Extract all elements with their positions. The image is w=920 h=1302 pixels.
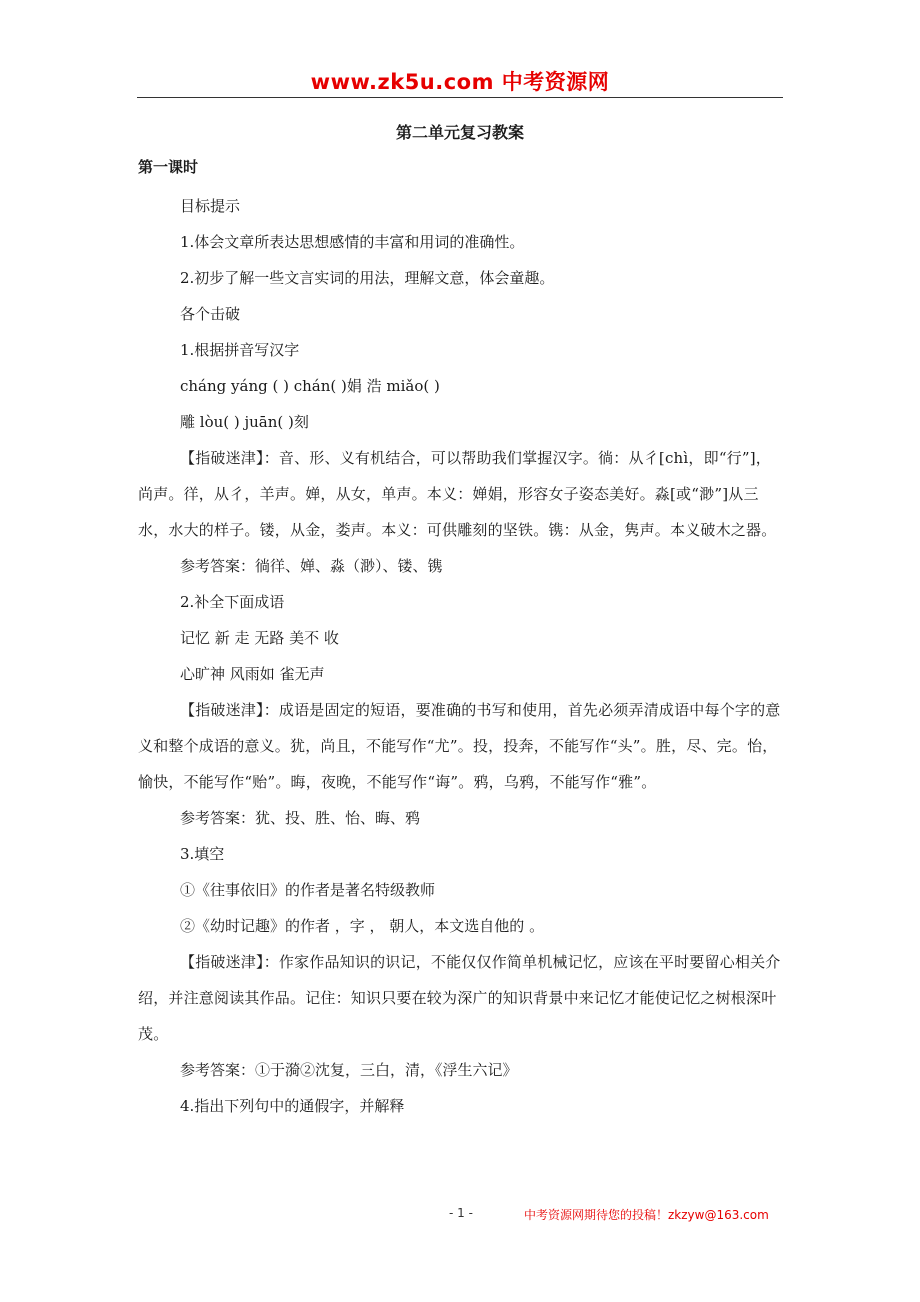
page-number: - 1 - [449, 1206, 473, 1220]
paragraph: 3.填空 [180, 845, 225, 863]
paragraph: cháng yáng ( ) chán( )娟 浩 miǎo( ) [180, 377, 440, 395]
paragraph: 参考答案：①于漪②沈复，三白，清，《浮生六记》 [180, 1061, 518, 1079]
paragraph: 【指破迷津】：作家作品知识的识记，不能仅仅作简单机械记忆，应该在平时要留心相关介绍，并注意阅读其作品。记住：知识只要在较为深广的知识背景中来记忆才能使记忆之树根深叶茂。 [138, 953, 781, 1043]
paragraph: 各个击破 [180, 305, 241, 323]
paragraph: 记忆 新 走 无路 美不 收 [180, 629, 339, 647]
header-divider [137, 97, 783, 98]
section-title: 第一课时 [138, 158, 199, 176]
paragraph: 4.指出下列句中的通假字，并解释 [180, 1097, 405, 1115]
paragraph: ①《往事依旧》的作者是著名特级教师 [180, 881, 436, 899]
document-title: 第二单元复习教案 [395, 123, 524, 142]
footer-note: 中考资源网期待您的投稿！zkzyw@163.com [524, 1208, 769, 1222]
paragraph: 目标提示 [180, 197, 241, 215]
paragraph: 雕 lòu( ) juān( )刻 [180, 413, 309, 431]
paragraph: 参考答案：徜徉、婵、淼（渺）、镂、镌 [180, 557, 443, 575]
paragraph: 1.根据拼音写汉字 [180, 341, 300, 359]
paragraph: 2.补全下面成语 [180, 593, 285, 611]
paragraph: 1.体会文章所表达思想感情的丰富和用词的准确性。 [180, 233, 525, 251]
paragraph: 【指破迷津】：音、形、义有机结合，可以帮助我们掌握汉字。徜：从彳[chì，即“行”]，尚声。徉，从彳，羊声。婵，从女，单声。本义：婵娟，形容女子姿态美好。淼[或“渺”]从三水，水大的样子。镂，从金，娄声。本义：可供雕刻的坚铁。镌：从金，隽声。本义破木之器。 [138, 449, 777, 539]
paragraph: 心旷神 风雨如 雀无声 [180, 665, 325, 683]
document-body [138, 188, 784, 1124]
paragraph: 参考答案：犹、投、胜、怡、晦、鸦 [180, 809, 421, 827]
site-header: www.zk5u.com 中考资源网 [310, 70, 610, 94]
paragraph: 2.初步了解一些文言实词的用法，理解文意，体会童趣。 [180, 269, 555, 287]
paragraph: ②《幼时记趣》的作者 ，字 ， 朝人，本文选自他的 。 [180, 917, 545, 935]
paragraph: 【指破迷津】：成语是固定的短语，要准确的书写和使用，首先必须弄清成语中每个字的意义和整个成语的意义。犹，尚且，不能写作“尤”。投，投奔，不能写作“头”。胜，尽、完。怡，愉快，不能写作“贻”。晦，夜晚，不能写作“诲”。鸦，乌鸦，不能写作“雅”。 [138, 701, 781, 791]
